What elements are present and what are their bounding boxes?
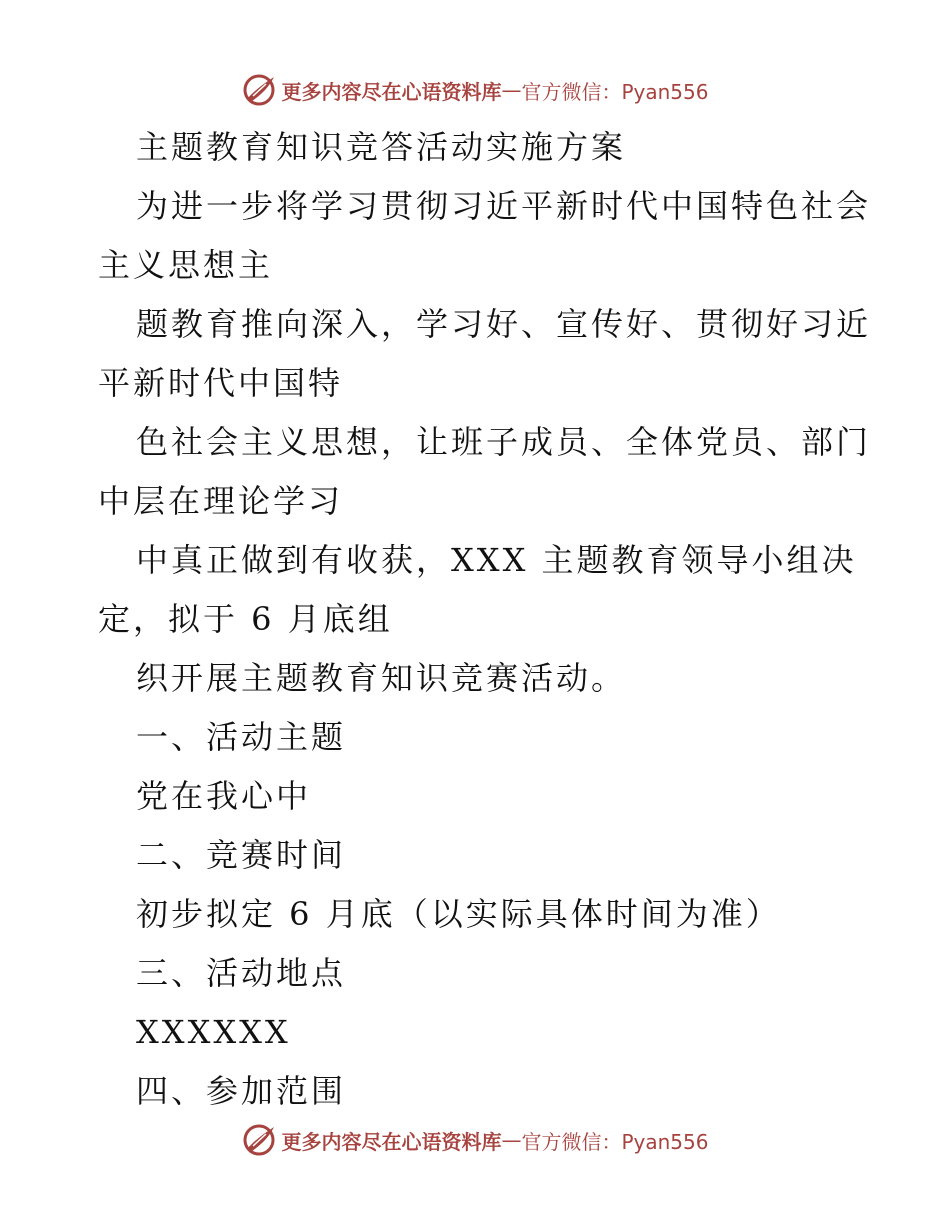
quill-pen-logo-icon [241, 1122, 277, 1158]
paragraph-line: 为进一步将学习贯彻习近平新时代中国特色社会 [136, 187, 872, 225]
section-content-time: 初步拟定 6 月底（以实际具体时间为准） [136, 895, 781, 933]
section-heading-location: 三、活动地点 [136, 954, 347, 992]
document-body [98, 118, 872, 1121]
header-watermark-dash: — [501, 78, 522, 102]
footer-watermark-dash: — [501, 1128, 522, 1152]
section-heading-theme: 一、活动主题 [136, 718, 347, 756]
section-heading-scope: 四、参加范围 [136, 1072, 347, 1110]
paragraph-line: 中层在理论学习 [98, 482, 344, 520]
footer-watermark-contact: 官方微信：Pyan556 [521, 1129, 709, 1154]
paragraph-line: 平新时代中国特 [98, 364, 344, 402]
section-heading-time: 二、竞赛时间 [136, 836, 347, 874]
paragraph-line: 中真正做到有收获，XXX 主题教育领导小组决 [136, 541, 857, 579]
header-watermark [0, 70, 950, 110]
paragraph-line: 定，拟于 6 月底组 [98, 600, 393, 638]
paragraph-line: 色社会主义思想，让班子成员、全体党员、部门 [136, 423, 872, 461]
paragraph-line: 主义思想主 [98, 246, 274, 284]
footer-watermark-text: 更多内容尽在心语资料库 [281, 1129, 502, 1154]
header-watermark-contact: 官方微信：Pyan556 [521, 79, 709, 104]
quill-pen-logo-icon [241, 72, 277, 108]
section-content-location: XXXXXX [136, 1013, 291, 1051]
header-watermark-text: 更多内容尽在心语资料库 [281, 79, 502, 104]
section-content-theme: 党在我心中 [136, 777, 312, 815]
footer-watermark [0, 1120, 950, 1160]
document-title: 主题教育知识竞答活动实施方案 [136, 128, 627, 166]
paragraph-line: 题教育推向深入，学习好、宣传好、贯彻好习近 [136, 305, 872, 343]
paragraph-line: 织开展主题教育知识竞赛活动。 [136, 659, 627, 697]
